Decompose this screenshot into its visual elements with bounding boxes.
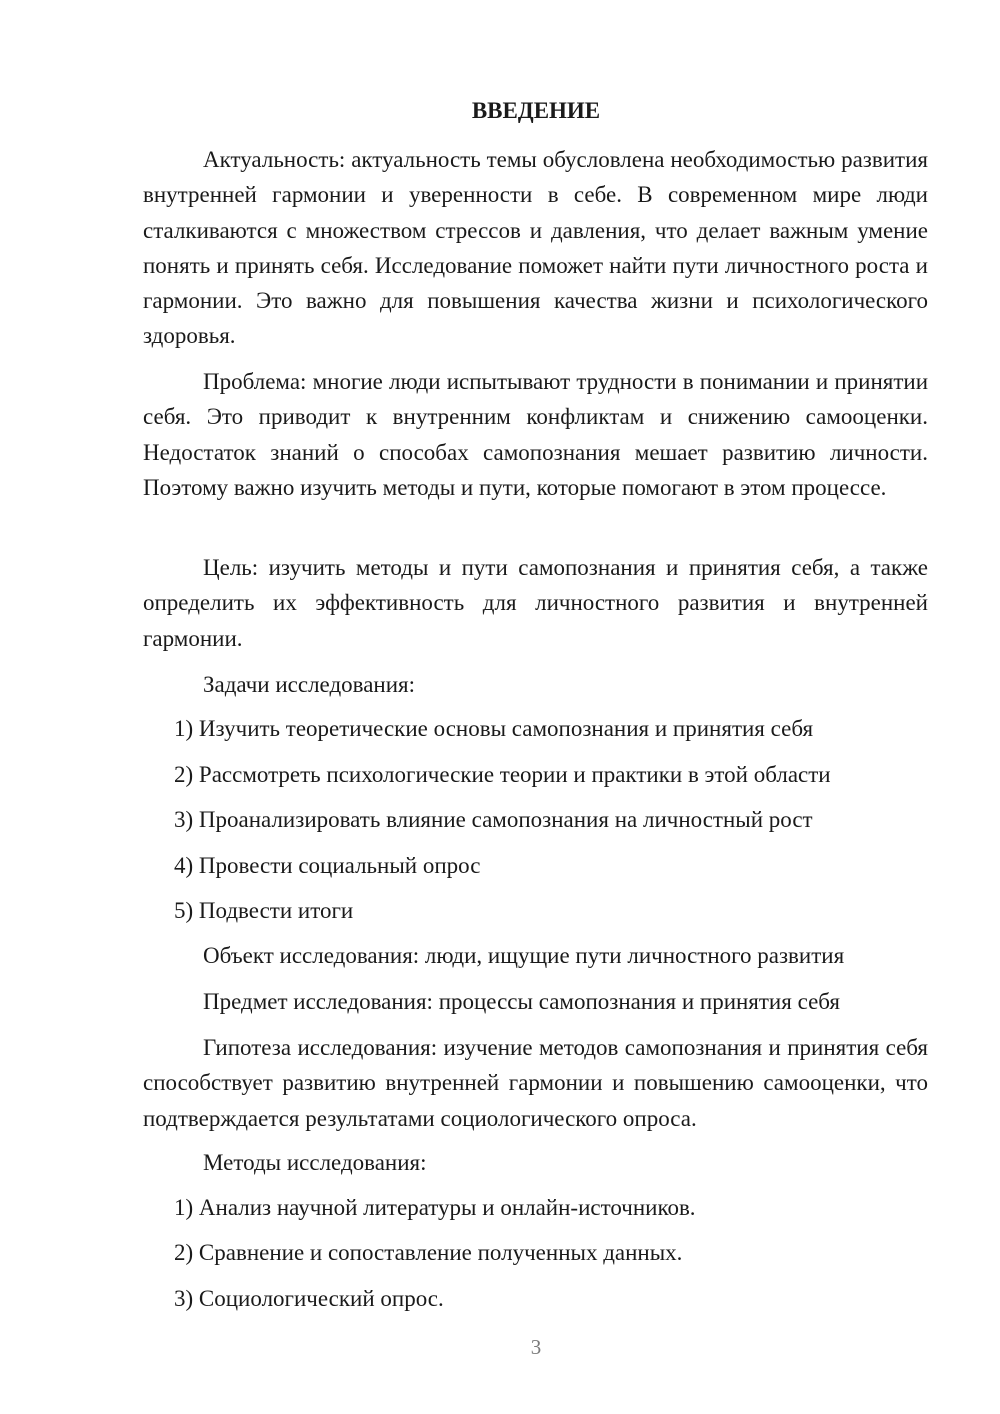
method-item: 1) Анализ научной литературы и онлайн-источников. <box>174 1195 696 1220</box>
task-item: 4) Провести социальный опрос <box>174 853 481 878</box>
page-number: 3 <box>530 1335 542 1359</box>
method-item: 3) Социологический опрос. <box>174 1286 444 1311</box>
task-item: 3) Проанализировать влияние самопознания на личностный рост <box>174 807 813 832</box>
page-title: ВВЕДЕНИЕ <box>471 98 601 123</box>
research-object: Объект исследования: люди, ищущие пути личностного развития <box>203 943 845 968</box>
research-subject: Предмет исследования: процессы самопознания и принятия себя <box>203 989 840 1014</box>
goal-paragraph: Цель: изучить методы и пути самопознания и принятия себя, а также определить их эффективность для личностного развития и внутренней гармонии. <box>143 555 928 651</box>
task-item: 5) Подвести итоги <box>174 898 354 923</box>
task-item: 2) Рассмотреть психологические теории и практики в этой области <box>174 762 831 787</box>
task-item: 1) Изучить теоретические основы самопознания и принятия себя <box>174 716 814 741</box>
hypothesis-paragraph: Гипотеза исследования: изучение методов самопознания и принятия себя способствует развитию внутренней гармонии и повышению самооценки, что подтверждается результатами социологического опроса. <box>143 1035 928 1131</box>
problem-paragraph: Проблема: многие люди испытывают трудности в понимании и принятии себя. Это приводит к внутренним конфликтам и снижению самооценки. Недостаток знаний о способах самопознания мешает развитию личности. Поэтому важно изучить методы и пути, которые помогают в этом процессе. <box>143 369 928 500</box>
method-item: 2) Сравнение и сопоставление полученных данных. <box>174 1240 683 1265</box>
methods-heading: Методы исследования: <box>203 1150 427 1175</box>
relevance-paragraph: Актуальность: актуальность темы обусловлена необходимостью развития внутренней гармонии и уверенности в себе. В современном мире люди сталкиваются с множеством стрессов и давления, что делает важным умение понять и принять себя. Исследование поможет найти пути личностного роста и гармонии. Это важно для повышения качества жизни и психологического здоровья. <box>143 147 928 349</box>
tasks-heading: Задачи исследования: <box>203 672 416 697</box>
